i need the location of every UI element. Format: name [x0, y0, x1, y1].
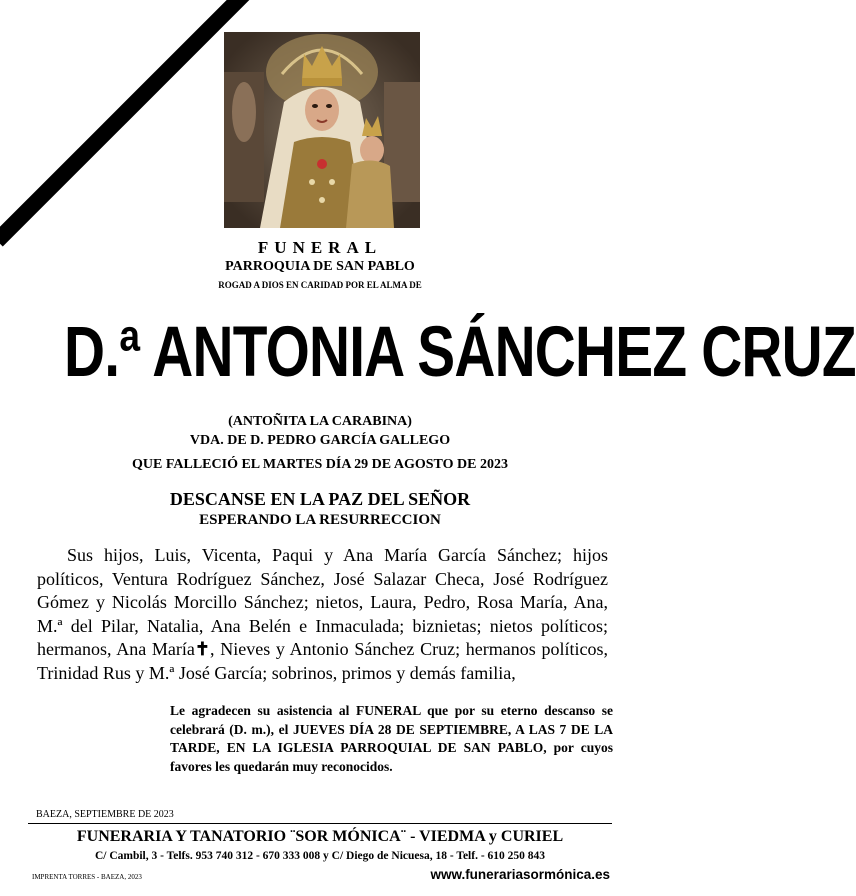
funeral-home-name: FUNERARIA Y TANATORIO ¨SOR MÓNICA¨ - VIEDMA y CURIEL — [76, 828, 564, 845]
death-date-line: QUE FALLECIÓ EL MARTES DÍA 29 DE AGOSTO DE 2023 — [132, 457, 508, 472]
resurrection-line: ESPERANDO LA RESURRECCION — [199, 512, 441, 528]
funeral-invitation: Le agradecen su asistencia al FUNERAL que por su eterno descanso se celebrará (D. m.), el JUEVES DÍA 28 DE SEPTIEMBRE, A LAS 7 DE LA TARDE, EN LA IGLESIA PARROQUIAL DE SAN PABLO, por cuyos favores les quedarán muy reconocidos. — [170, 703, 613, 774]
family-text-part2: , Nieves y Antonio Sánchez Cruz; hermanos políticos, Trinidad Rus y M.ª José García; sobrinos, primos y demás familia, — [37, 639, 608, 683]
rest-in-peace-line: DESCANSE EN LA PAZ DEL SEÑOR — [169, 489, 471, 509]
parish-name: PARROQUIA DE SAN PABLO — [225, 259, 415, 274]
virgin-and-child-image — [224, 32, 420, 228]
footer-divider — [28, 823, 612, 824]
deceased-alias: (ANTOÑITA LA CARABINA) — [228, 414, 412, 429]
family-text-part1: Sus hijos, Luis, Vicenta, Paqui y Ana María García Sánchez; hijos políticos, Ventura Rodríguez Sánchez, José Salazar Checa, José Rodríguez Gómez y Nicolás Morcillo Sánchez; nietos, Laura, Pedro, Rosa María, Ana, M.ª del Pilar, Natalia, Ana Belén e Inmaculada; biznietas; nietos políticos; hermanos, Ana María — [37, 545, 608, 660]
deceased-name: D.ª ANTONIA SÁNCHEZ CRUZ — [64, 313, 856, 392]
cross-icon: ✝ — [194, 639, 210, 660]
widow-of-line: VDA. DE D. PEDRO GARCÍA GALLEGO — [189, 433, 451, 448]
funeral-heading: FUNERAL — [257, 238, 383, 257]
family-paragraph — [37, 544, 608, 686]
prayer-line: ROGAD A DIOS EN CARIDAD POR EL ALMA DE — [218, 280, 422, 290]
funeral-home-address: C/ Cambil, 3 - Telfs. 953 740 312 - 670 333 008 y C/ Diego de Nicuesa, 18 - Telf. - 610 250 843 — [94, 850, 546, 862]
place-and-date: BAEZA, SEPTIEMBRE DE 2023 — [36, 809, 174, 820]
printer-credit: IMPRENTA TORRES - BAEZA, 2023 — [32, 873, 142, 881]
website-link[interactable]: www.funerariasormónica.es — [430, 867, 610, 882]
